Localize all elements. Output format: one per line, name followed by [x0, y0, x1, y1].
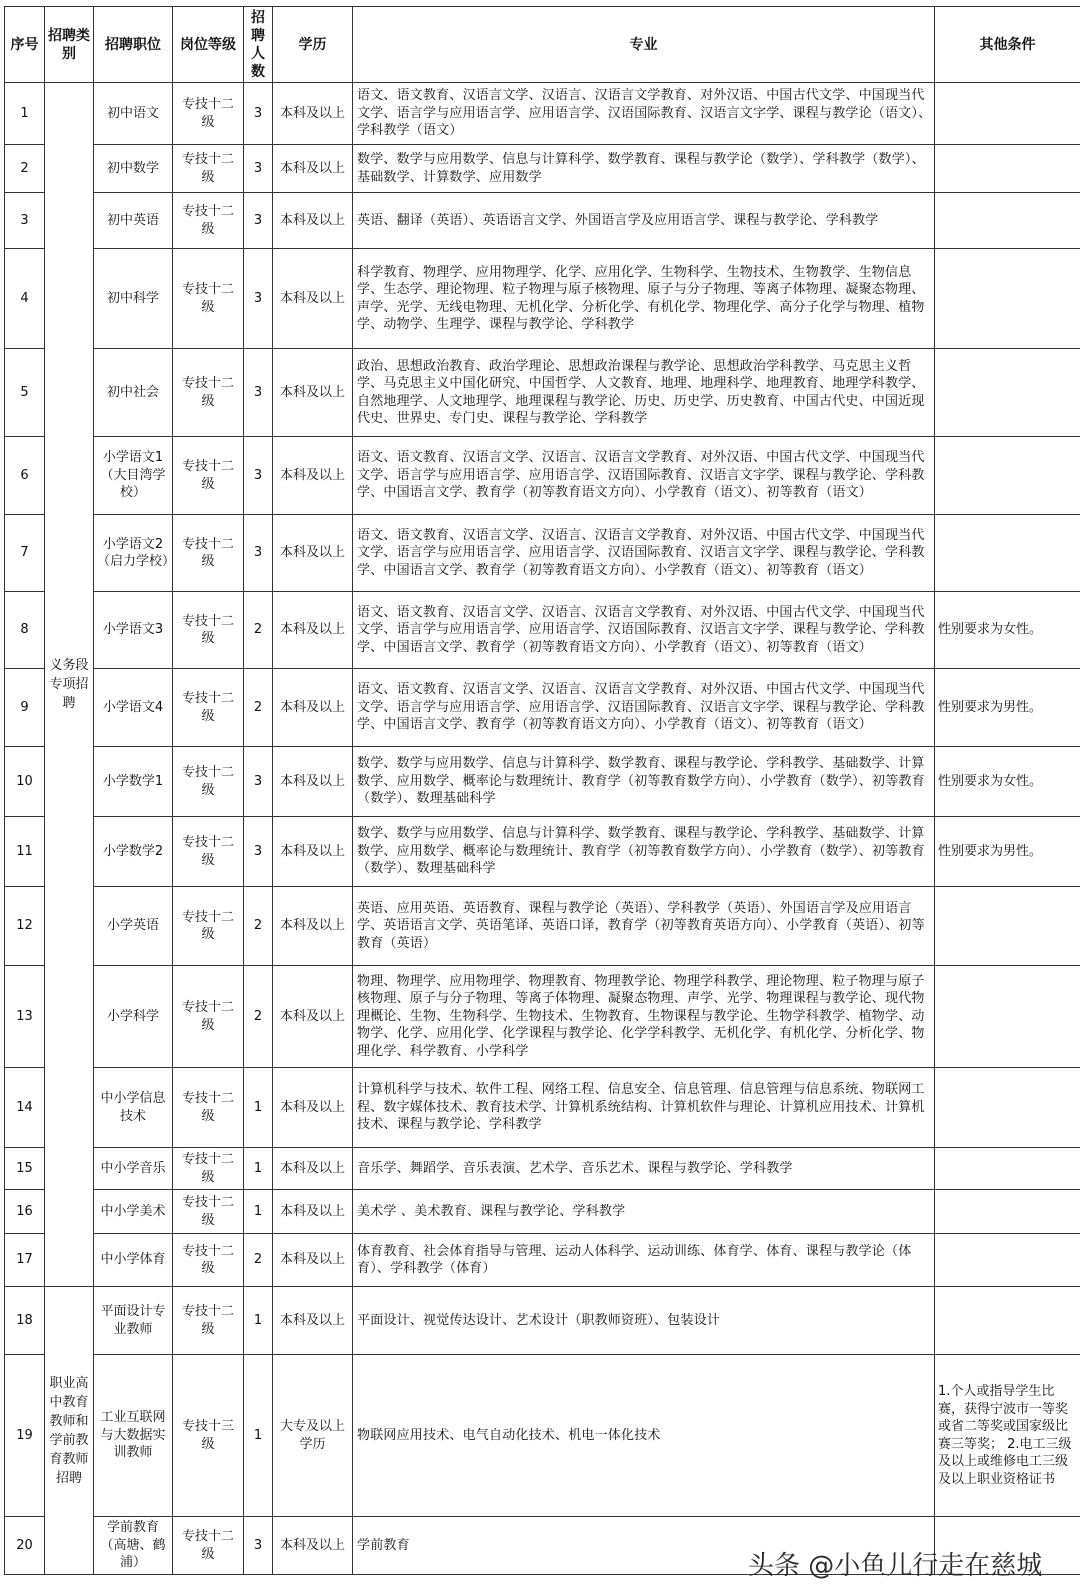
category-compulsory: 义务段专项招聘 — [45, 83, 94, 1287]
row-no: 12 — [5, 887, 45, 966]
watermark: 头条 @小鱼儿行走在慈城 — [748, 1551, 1043, 1581]
table-row — [5, 887, 1080, 966]
row-position: 小学语文4 — [94, 669, 173, 747]
row-count: 2 — [244, 669, 273, 747]
row-position: 中小学美术 — [94, 1190, 173, 1234]
row-grade: 专技十二级 — [173, 349, 244, 437]
row-position: 初中语文 — [94, 83, 173, 145]
row-major: 英语、应用英语、英语教育、课程与教学论（英语）、学科教学（英语）、外国语言学及应用语言学、英语语言文学、英语笔译、英语口译，教育学（初等教育英语方向）、小学教育（英语）、初等教育（英语） — [353, 887, 935, 966]
row-other — [935, 1190, 1080, 1234]
category-vocational: 职业高中教育教师和学前教育教师招聘 — [45, 1287, 94, 1575]
row-education: 本科及以上 — [273, 437, 353, 515]
header-grade: 岗位等级 — [173, 7, 244, 83]
row-major: 语文、语文教育、汉语言文学、汉语言、汉语言文学教育、对外汉语、中国古代文学、中国现当代文学、语言学与应用语言学、应用语言学、汉语国际教育、汉语言文字学、课程与教学论、学科教学、中国语言文学、教育学（初等教育语文方向）、小学教育（语文）、初等教育（语文） — [353, 437, 935, 515]
row-grade: 专技十三级 — [173, 1355, 244, 1517]
row-no: 1 — [5, 83, 45, 145]
row-other — [935, 193, 1080, 249]
row-count: 3 — [244, 83, 273, 145]
row-count: 3 — [244, 1517, 273, 1575]
row-grade: 专技十二级 — [173, 193, 244, 249]
row-no: 16 — [5, 1190, 45, 1234]
row-major: 体育教育、社会体育指导与管理、运动人体科学、运动训练、体育学、体育、课程与教学论（体育）、学科教学（体育） — [353, 1234, 935, 1287]
table-row — [5, 437, 1080, 515]
row-no: 9 — [5, 669, 45, 747]
row-count: 2 — [244, 592, 273, 669]
row-count: 1 — [244, 1287, 273, 1355]
row-position: 小学语文2（启力学校） — [94, 515, 173, 592]
row-grade: 专技十二级 — [173, 669, 244, 747]
header-no: 序号 — [5, 7, 45, 83]
row-position: 小学语文3 — [94, 592, 173, 669]
table-row — [5, 1287, 1080, 1355]
row-education: 本科及以上 — [273, 515, 353, 592]
row-education: 大专及以上学历 — [273, 1355, 353, 1517]
row-other — [935, 349, 1080, 437]
row-other — [935, 83, 1080, 145]
row-grade: 专技十二级 — [173, 1517, 244, 1575]
row-other — [935, 966, 1080, 1068]
header-other: 其他条件 — [935, 7, 1080, 83]
row-other: 性别要求为男性。 — [935, 817, 1080, 887]
row-count: 1 — [244, 1190, 273, 1234]
table-row — [5, 515, 1080, 592]
row-count: 3 — [244, 193, 273, 249]
row-count: 2 — [244, 1234, 273, 1287]
row-other — [935, 515, 1080, 592]
table-row — [5, 966, 1080, 1068]
row-other: 1.个人或指导学生比赛，获得宁波市一等奖或省二等奖或国家级比赛三等奖； 2.电工三级及以上或维修电工三级及以上职业资格证书 — [935, 1355, 1080, 1517]
row-no: 5 — [5, 349, 45, 437]
table-row — [5, 249, 1080, 349]
table-row — [5, 817, 1080, 887]
row-major: 语文、语文教育、汉语言文学、汉语言、汉语言文学教育、对外汉语、中国古代文学、中国现当代文学、语言学与应用语言学、应用语言学、汉语国际教育、汉语言文字学、课程与教学论、学科教学、中国语言文学、教育学（初等教育语文方向）、小学教育（语文）、初等教育（语文） — [353, 669, 935, 747]
row-no: 17 — [5, 1234, 45, 1287]
row-grade: 专技十二级 — [173, 966, 244, 1068]
row-count: 3 — [244, 515, 273, 592]
row-no: 19 — [5, 1355, 45, 1517]
table-row — [5, 83, 1080, 145]
row-major: 英语、翻译（英语）、英语语言文学、外国语言学及应用语言学、课程与教学论、学科教学 — [353, 193, 935, 249]
table-row — [5, 1355, 1080, 1517]
row-other — [935, 1068, 1080, 1148]
row-no: 2 — [5, 145, 45, 193]
row-no: 18 — [5, 1287, 45, 1355]
row-major: 语文、语文教育、汉语言文学、汉语言、汉语言文学教育、对外汉语、中国古代文学、中国现当代文学、语言学与应用语言学、应用语言学、汉语国际教育、汉语言文字学、课程与教学论、学科教学、中国语言文学、教育学（初等教育语文方向）、小学教育（语文）、初等教育（语文） — [353, 515, 935, 592]
row-education: 本科及以上 — [273, 887, 353, 966]
row-count: 3 — [244, 249, 273, 349]
row-position: 中小学体育 — [94, 1234, 173, 1287]
row-major: 物理、物理学、应用物理学、物理教育、物理教学论、物理学科教学、理论物理、粒子物理与原子核物理、原子与分子物理、等离子体物理、凝聚态物理、声学、光学、物理课程与教学论、现代物理概论、生物、生物科学、生物技术、生物教育、生物课程与教学论、生物学科教学、植物学、动物学、化学、应用化学、化学课程与教学论、化学学科教学、无机化学、有机化学、分析化学、物理化学、科学教育、小学科学 — [353, 966, 935, 1068]
row-major: 语文、语文教育、汉语言文学、汉语言、汉语言文学教育、对外汉语、中国古代文学、中国现当代文学、语言学与应用语言学、应用语言学、汉语国际教育、汉语言文字学、课程与教学论、学科教学、中国语言文学、教育学（初等教育语文方向）、小学教育（语文）、初等教育（语文） — [353, 592, 935, 669]
table-row — [5, 1068, 1080, 1148]
row-education: 本科及以上 — [273, 669, 353, 747]
row-no: 11 — [5, 817, 45, 887]
row-major: 科学教育、物理学、应用物理学、化学、应用化学、生物科学、生物技术、生物教学、生物信息学、生态学、理论物理、粒子物理与原子核物理、原子与分子物理、等离子体物理、凝聚态物理、声学、光学、无线电物理、无机化学、分析化学、有机化学、物理化学、高分子化学与物理、植物学、动物学、生理学、课程与教学论、学科教学 — [353, 249, 935, 349]
table-row — [5, 1190, 1080, 1234]
row-count: 3 — [244, 437, 273, 515]
row-education: 本科及以上 — [273, 817, 353, 887]
row-grade: 专技十二级 — [173, 817, 244, 887]
table-row — [5, 349, 1080, 437]
row-position: 初中英语 — [94, 193, 173, 249]
row-position: 初中数学 — [94, 145, 173, 193]
row-major: 物联网应用技术、电气自动化技术、机电一体化技术 — [353, 1355, 935, 1517]
row-other — [935, 1287, 1080, 1355]
row-education: 本科及以上 — [273, 145, 353, 193]
row-count: 1 — [244, 1068, 273, 1148]
row-education: 本科及以上 — [273, 1517, 353, 1575]
row-education: 本科及以上 — [273, 592, 353, 669]
row-education: 本科及以上 — [273, 966, 353, 1068]
row-other: 性别要求为女性。 — [935, 592, 1080, 669]
row-count: 1 — [244, 1355, 273, 1517]
row-other: 性别要求为男性。 — [935, 669, 1080, 747]
table-row — [5, 145, 1080, 193]
row-no: 7 — [5, 515, 45, 592]
row-education: 本科及以上 — [273, 1068, 353, 1148]
table-row — [5, 747, 1080, 817]
row-grade: 专技十二级 — [173, 887, 244, 966]
row-no: 8 — [5, 592, 45, 669]
header-count: 招聘人数 — [244, 7, 273, 83]
row-position: 初中社会 — [94, 349, 173, 437]
row-education: 本科及以上 — [273, 1234, 353, 1287]
row-grade: 专技十二级 — [173, 249, 244, 349]
row-education: 本科及以上 — [273, 1148, 353, 1190]
row-no: 20 — [5, 1517, 45, 1575]
row-position: 小学语文1（大目湾学校） — [94, 437, 173, 515]
row-other — [935, 887, 1080, 966]
header-education: 学历 — [273, 7, 353, 83]
row-position: 小学数学1 — [94, 747, 173, 817]
row-count: 3 — [244, 747, 273, 817]
row-education: 本科及以上 — [273, 1190, 353, 1234]
row-position: 小学英语 — [94, 887, 173, 966]
row-count: 1 — [244, 1148, 273, 1190]
row-major: 计算机科学与技术、软件工程、网络工程、信息安全、信息管理、信息管理与信息系统、物联网工程、数字媒体技术、教育技术学、计算机系统结构、计算机软件与理论、计算机应用技术、计算机技术、课程与教学论、学科教学 — [353, 1068, 935, 1148]
row-other — [935, 437, 1080, 515]
table-row — [5, 1234, 1080, 1287]
row-grade: 专技十二级 — [173, 515, 244, 592]
row-major: 语文、语文教育、汉语言文学、汉语言、汉语言文学教育、对外汉语、中国古代文学、中国现当代文学、语言学与应用语言学、应用语言学、汉语国际教育、汉语言文字学、课程与教学论（语文）、学科教学（语文） — [353, 83, 935, 145]
table-row — [5, 669, 1080, 747]
row-other — [935, 1234, 1080, 1287]
row-position: 中小学音乐 — [94, 1148, 173, 1190]
row-no: 10 — [5, 747, 45, 817]
row-other — [935, 1148, 1080, 1190]
row-major: 音乐学、舞蹈学、音乐表演、艺术学、音乐艺术、课程与教学论、学科教学 — [353, 1148, 935, 1190]
row-grade: 专技十二级 — [173, 145, 244, 193]
row-count: 3 — [244, 817, 273, 887]
row-education: 本科及以上 — [273, 249, 353, 349]
row-education: 本科及以上 — [273, 193, 353, 249]
table-row — [5, 1148, 1080, 1190]
row-grade: 专技十二级 — [173, 1148, 244, 1190]
row-grade: 专技十二级 — [173, 1234, 244, 1287]
header-category: 招聘类别 — [45, 7, 94, 83]
row-major: 政治、思想政治教育、政治学理论、思想政治课程与教学论、思想政治学科教学、马克思主义哲学、马克思主义中国化研究、中国哲学、人文教育、地理、地理科学、地理教育、地理学科教学、自然地理学、人文地理学、地理课程与教学论、历史、历史学、历史教育、中国古代史、中国近现代史、世界史、专门史、课程与教学论、学科教学 — [353, 349, 935, 437]
row-grade: 专技十二级 — [173, 1190, 244, 1234]
row-major: 美术学 、美术教育、课程与教学论、学科教学 — [353, 1190, 935, 1234]
row-grade: 专技十二级 — [173, 1068, 244, 1148]
row-major: 数学、数学与应用数学、信息与计算科学、数学教育、课程与教学论、学科教学、基础数学、计算数学、应用数学、概率论与数理统计、教育学（初等教育数学方向）、小学教育（数学）、初等教育（数学）、数理基础科学 — [353, 747, 935, 817]
row-major: 数学、数学与应用数学、信息与计算科学、数学教育、课程与教学论（数学）、学科教学（数学）、基础数学、计算数学、应用数学 — [353, 145, 935, 193]
row-other: 性别要求为女性。 — [935, 747, 1080, 817]
row-grade: 专技十二级 — [173, 83, 244, 145]
row-no: 4 — [5, 249, 45, 349]
row-position: 工业互联网与大数据实训教师 — [94, 1355, 173, 1517]
recruitment-table — [4, 6, 1080, 1575]
table-row — [5, 193, 1080, 249]
row-grade: 专技十二级 — [173, 437, 244, 515]
row-position: 学前教育（高塘、鹤浦） — [94, 1517, 173, 1575]
row-count: 3 — [244, 145, 273, 193]
row-position: 初中科学 — [94, 249, 173, 349]
row-grade: 专技十二级 — [173, 747, 244, 817]
row-education: 本科及以上 — [273, 349, 353, 437]
row-major: 平面设计、视觉传达设计、艺术设计（职教师资班）、包装设计 — [353, 1287, 935, 1355]
row-no: 6 — [5, 437, 45, 515]
row-no: 13 — [5, 966, 45, 1068]
row-count: 2 — [244, 966, 273, 1068]
row-count: 2 — [244, 887, 273, 966]
row-major: 数学、数学与应用数学、信息与计算科学、数学教育、课程与教学论、学科教学、基础数学、计算数学、应用数学、概率论与数理统计、教育学（初等教育数学方向）、小学教育（数学）、初等教育（数学）、数理基础科学 — [353, 817, 935, 887]
row-other — [935, 249, 1080, 349]
row-no: 15 — [5, 1148, 45, 1190]
row-education: 本科及以上 — [273, 1287, 353, 1355]
row-position: 小学科学 — [94, 966, 173, 1068]
row-education: 本科及以上 — [273, 83, 353, 145]
header-position: 招聘职位 — [94, 7, 173, 83]
table-row — [5, 592, 1080, 669]
row-no: 14 — [5, 1068, 45, 1148]
row-position: 平面设计专业教师 — [94, 1287, 173, 1355]
table-body — [5, 83, 1080, 1575]
row-other — [935, 145, 1080, 193]
row-position: 中小学信息技术 — [94, 1068, 173, 1148]
header-row — [5, 7, 1080, 83]
row-count: 3 — [244, 349, 273, 437]
header-major: 专业 — [353, 7, 935, 83]
row-grade: 专技十二级 — [173, 1287, 244, 1355]
row-grade: 专技十二级 — [173, 592, 244, 669]
row-no: 3 — [5, 193, 45, 249]
row-education: 本科及以上 — [273, 747, 353, 817]
row-major: 学前教育 — [353, 1517, 935, 1575]
row-position: 小学数学2 — [94, 817, 173, 887]
